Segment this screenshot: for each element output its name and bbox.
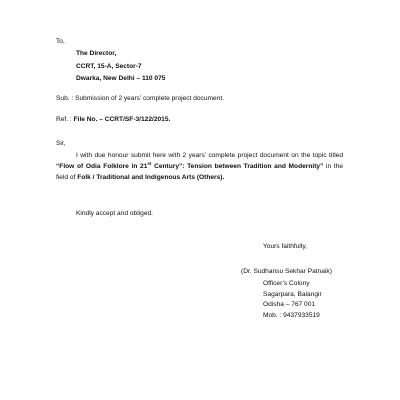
subject-line: [56, 95, 224, 103]
project-field: Folk / Traditional and Indigenous Arts (Others).: [77, 174, 225, 181]
sender-address: [263, 280, 322, 322]
project-title-part-1: “Flow of Odia Folklore in 21: [56, 163, 148, 170]
body-paragraph: [56, 150, 343, 183]
sender-line-3: Odisha – 767 001: [263, 301, 316, 308]
recipient-line-2: CCRT, 15-A, Sector-7: [76, 62, 142, 70]
to-label: To,: [56, 38, 65, 45]
sender-line-4: Mob. : 9437933519: [263, 311, 320, 319]
reference-text: File No. – CCRT/SF-3/122/2015.: [73, 116, 171, 123]
closing-line: Kindly accept and obliged.: [76, 210, 153, 217]
subject-text: Submission of 2 years’ complete project document.: [75, 95, 224, 102]
salutation: Sir,: [56, 140, 66, 147]
project-title-part-2: Century”: Tension between Tradition and Modernity”: [151, 163, 324, 170]
project-title-superscript: st: [147, 160, 152, 166]
subject-label: Sub. :: [56, 95, 74, 102]
body-middle: in the field of: [56, 163, 343, 181]
reference-line: [56, 116, 170, 124]
body-intro: I with due honour submit here with 2 years’ complete project document on the topic titled: [76, 152, 343, 159]
signoff: Yours faithfully,: [263, 243, 307, 250]
sender-line-2: Sagarpara, Balangir: [263, 290, 322, 298]
recipient-line-1: The Director,: [76, 50, 117, 57]
sender-name: (Dr. Sudhansu Sekhar Patnaik): [241, 268, 332, 275]
reference-label: Ref. :: [56, 116, 72, 123]
recipient-address: [76, 50, 165, 88]
sender-line-1: Officer’s Colony: [263, 280, 310, 287]
recipient-line-3: Dwarka, New Delhi – 110 075: [76, 75, 166, 83]
project-title: [56, 160, 324, 170]
